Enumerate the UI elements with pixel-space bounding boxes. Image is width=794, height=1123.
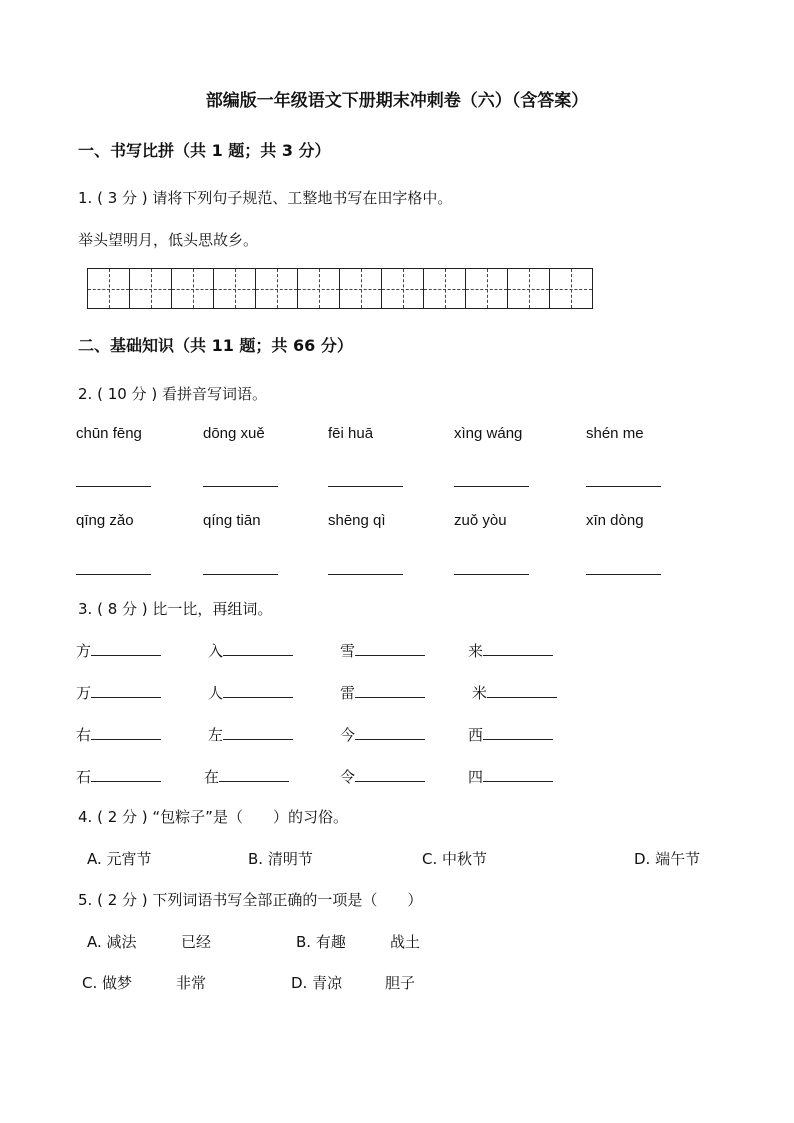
- grid-cell[interactable]: [130, 269, 172, 308]
- pinyin-item: qīng zǎo: [76, 512, 134, 529]
- answer-blank[interactable]: [586, 472, 661, 487]
- tianzige-grid[interactable]: [87, 268, 593, 309]
- grid-cell[interactable]: [172, 269, 214, 308]
- answer-blank[interactable]: [223, 641, 293, 656]
- word-item: 右: [76, 724, 161, 745]
- grid-cell[interactable]: [466, 269, 508, 308]
- option-d[interactable]: D. 青凉: [291, 974, 343, 992]
- word-item: 万: [76, 682, 161, 703]
- answer-blank[interactable]: [355, 641, 425, 656]
- word-item: 西: [468, 724, 553, 745]
- answer-blank[interactable]: [483, 767, 553, 782]
- question-3-prompt: 3. ( 8 分 ) 比一比，再组词。: [78, 600, 273, 618]
- answer-blank[interactable]: [91, 725, 161, 740]
- pinyin-item: chūn fēng: [76, 425, 142, 442]
- pinyin-item: shēng qì: [328, 512, 386, 529]
- word-item: 雪: [340, 640, 425, 661]
- option-d[interactable]: D. 端午节: [634, 850, 701, 868]
- word-item: 米: [472, 682, 557, 703]
- pinyin-item: xìng wáng: [454, 425, 523, 442]
- grid-cell[interactable]: [298, 269, 340, 308]
- section-heading-2: 二、基础知识（共 11 题；共 66 分）: [78, 336, 353, 355]
- answer-blank[interactable]: [91, 641, 161, 656]
- grid-cell[interactable]: [340, 269, 382, 308]
- word-item: 令: [340, 766, 425, 787]
- answer-blank[interactable]: [328, 560, 403, 575]
- page-title: 部编版一年级语文下册期末冲刺卷（六）（含答案）: [205, 91, 589, 111]
- option-b-word: 战土: [390, 933, 421, 951]
- answer-blank[interactable]: [223, 725, 293, 740]
- option-a-word: 已经: [181, 933, 212, 951]
- answer-blank[interactable]: [76, 560, 151, 575]
- question-4-prompt: 4. ( 2 分 ) “包粽子”是（ ）的习俗。: [78, 808, 348, 826]
- pinyin-item: xīn dòng: [586, 512, 644, 529]
- pinyin-item: fēi huā: [328, 425, 374, 442]
- answer-blank[interactable]: [203, 472, 278, 487]
- pinyin-item: shén me: [586, 425, 644, 442]
- grid-cell[interactable]: [550, 269, 592, 308]
- answer-blank[interactable]: [355, 683, 425, 698]
- answer-blank[interactable]: [487, 683, 557, 698]
- answer-blank[interactable]: [355, 767, 425, 782]
- grid-cell[interactable]: [256, 269, 298, 308]
- grid-cell[interactable]: [424, 269, 466, 308]
- option-c[interactable]: C. 中秋节: [422, 850, 488, 868]
- answer-blank[interactable]: [91, 683, 161, 698]
- answer-blank[interactable]: [483, 725, 553, 740]
- word-item: 石: [76, 766, 161, 787]
- word-item: 四: [468, 766, 553, 787]
- option-d-word: 胆子: [385, 974, 416, 992]
- answer-blank[interactable]: [586, 560, 661, 575]
- question-1-prompt: 1. ( 3 分 ) 请将下列句子规范、工整地书写在田字格中。: [78, 189, 453, 207]
- grid-cell[interactable]: [382, 269, 424, 308]
- pinyin-item: dōng xuě: [203, 425, 265, 442]
- option-b[interactable]: B. 有趣: [296, 933, 346, 951]
- word-item: 入: [208, 640, 293, 661]
- word-item: 雷: [340, 682, 425, 703]
- answer-blank[interactable]: [76, 472, 151, 487]
- answer-blank[interactable]: [454, 472, 529, 487]
- option-a[interactable]: A. 元宵节: [87, 850, 152, 868]
- option-a[interactable]: A. 减法: [87, 933, 137, 951]
- word-item: 人: [208, 682, 293, 703]
- option-c-word: 非常: [176, 974, 207, 992]
- grid-cell[interactable]: [88, 269, 130, 308]
- pinyin-item: zuǒ yòu: [454, 512, 507, 529]
- answer-blank[interactable]: [203, 560, 278, 575]
- answer-blank[interactable]: [91, 767, 161, 782]
- question-2-prompt: 2. ( 10 分 ) 看拼音写词语。: [78, 385, 267, 403]
- option-c[interactable]: C. 做梦: [82, 974, 133, 992]
- word-item: 方: [76, 640, 161, 661]
- word-item: 左: [208, 724, 293, 745]
- answer-blank[interactable]: [355, 725, 425, 740]
- question-5-prompt: 5. ( 2 分 ) 下列词语书写全部正确的一项是（ ）: [78, 891, 423, 909]
- word-item: 来: [468, 640, 553, 661]
- answer-blank[interactable]: [219, 767, 289, 782]
- word-item: 在: [204, 766, 289, 787]
- answer-blank[interactable]: [328, 472, 403, 487]
- option-b[interactable]: B. 清明节: [248, 850, 313, 868]
- section-heading-1: 一、书写比拼（共 1 题；共 3 分）: [78, 141, 331, 160]
- answer-blank[interactable]: [454, 560, 529, 575]
- answer-blank[interactable]: [483, 641, 553, 656]
- grid-cell[interactable]: [214, 269, 256, 308]
- pinyin-item: qíng tiān: [203, 512, 261, 529]
- answer-blank[interactable]: [223, 683, 293, 698]
- grid-cell[interactable]: [508, 269, 550, 308]
- question-1-sentence: 举头望明月，低头思故乡。: [78, 231, 259, 249]
- word-item: 今: [340, 724, 425, 745]
